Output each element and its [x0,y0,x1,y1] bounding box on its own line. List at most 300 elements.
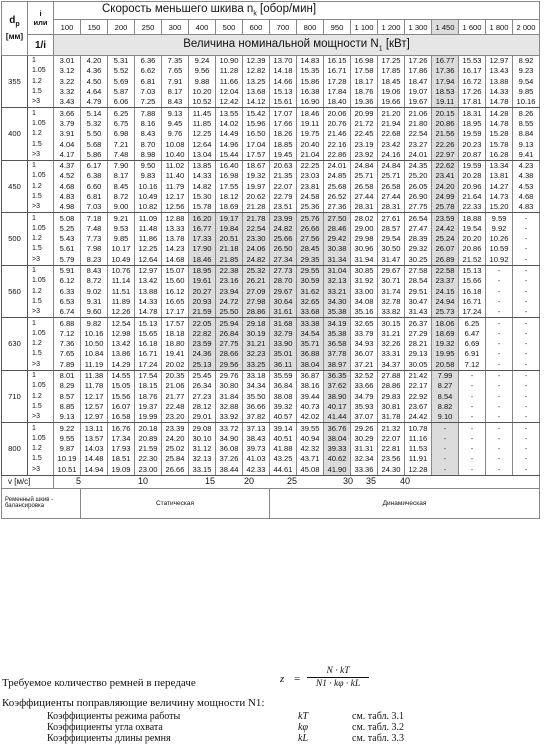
power-cell: 28.86 [378,381,405,391]
power-cell: 32.13 [189,454,216,464]
power-cell: 32.65 [351,318,378,329]
rpm-6: 500 [216,20,243,35]
power-cell: 16.15 [324,56,351,67]
power-cell: 3.22 [54,77,81,87]
power-cell: 29.56 [216,360,243,371]
power-cell: 4.68 [54,182,81,192]
power-cell: 17.90 [189,244,216,254]
power-cell: 30.25 [405,255,432,266]
formula-equals: = [294,673,301,685]
i-value: 1.2 [28,129,54,139]
speed-title [54,2,540,20]
power-cell: 40.51 [270,434,297,444]
power-cell: 14.33 [189,171,216,181]
power-cell: - [513,370,540,381]
power-cell: - [486,276,513,286]
power-cell: - [486,297,513,307]
power-cell: - [486,454,513,464]
power-cell: 23.42 [378,139,405,149]
power-cell: 16.07 [108,402,135,412]
power-cell: 19.06 [378,87,405,97]
power-cell: 14.28 [486,108,513,119]
power-cell: 16.17 [459,66,486,76]
power-cell: 29.26 [351,423,378,434]
power-cell: 34.37 [378,360,405,371]
power-cell: 23.37 [432,276,459,286]
power-cell: 12.97 [81,412,108,423]
power-cell: 9.45 [162,119,189,129]
power-cell: 21.46 [324,129,351,139]
power-cell: 6.06 [108,97,135,108]
power-cell: 21.72 [351,119,378,129]
dp-header-sub: p [15,20,20,28]
power-cell: 9.13 [162,108,189,119]
i-value: 1.05 [28,66,54,76]
power-cell: 11.45 [189,108,216,119]
power-cell: 8.72 [81,276,108,286]
i-value: 1.5 [28,454,54,464]
power-cell: - [513,297,540,307]
power-cell: 13.57 [81,434,108,444]
power-cell: - [513,255,540,266]
power-cell: 41.90 [324,465,351,476]
table-row [2,370,540,381]
power-cell: 22.92 [405,392,432,402]
power-cell: 22.07 [270,182,297,192]
belt-count-formula [280,665,370,695]
power-cell: 19.97 [243,182,270,192]
power-cell: 23.03 [297,171,324,181]
i-value: 1 [28,423,54,434]
power-cell: 18.67 [243,160,270,171]
power-cell: 13.33 [162,224,189,234]
power-cell: 12.54 [108,318,135,329]
power-cell: 12.17 [81,392,108,402]
dp-value-560: 560 [2,265,28,317]
table-row [2,160,540,171]
power-cell: 8.92 [513,56,540,67]
power-cell: 23.00 [135,465,162,476]
power-cell: 13.42 [135,276,162,286]
power-cell: 31.21 [378,329,405,339]
power-cell: 27.75 [405,202,432,213]
power-cell: 24.15 [432,287,459,297]
i-value: 1 [28,108,54,119]
power-cell: 13.81 [486,171,513,181]
power-cell: 12.97 [486,56,513,67]
power-cell: 21.04 [297,150,324,161]
power-cell: 30.15 [378,318,405,329]
power-cell: 17.57 [243,150,270,161]
power-cell: - [459,444,486,454]
power-cell: 9.92 [486,224,513,234]
velocity-tick-40: 40 [400,475,411,486]
power-cell: 13.78 [162,234,189,244]
power-cell: 14.27 [486,182,513,192]
i-value: >3 [28,412,54,423]
power-cell: 20.23 [459,139,486,149]
dp-header [2,2,28,56]
power-cell: 30.64 [270,297,297,307]
power-cell: 32.79 [270,329,297,339]
i-value: 1.5 [28,192,54,202]
power-cell: 7.48 [81,224,108,234]
power-cell: 14.78 [486,97,513,108]
power-cell: 25.73 [432,307,459,318]
rpm-7: 600 [243,20,270,35]
power-cell: 17.57 [162,318,189,329]
power-cell: 18.95 [459,119,486,129]
power-cell: 20.99 [351,108,378,119]
power-cell: 7.48 [108,150,135,161]
power-cell: 28.70 [270,276,297,286]
i-value: 1 [28,160,54,171]
power-cell: 8.70 [135,139,162,149]
power-cell: 28.31 [351,202,378,213]
power-cell: - [513,412,540,423]
power-cell: 9.83 [135,171,162,181]
power-cell: 22.48 [162,402,189,412]
power-cell: 13.04 [189,150,216,161]
power-cell: 39.44 [297,392,324,402]
power-cell: 13.86 [108,349,135,359]
power-cell: 6.81 [81,192,108,202]
power-cell: 43.25 [270,454,297,464]
power-cell: 17.36 [432,66,459,76]
power-cell: - [513,287,540,297]
power-cell: 22.58 [432,265,459,276]
power-cell: 27.44 [351,192,378,202]
power-cell: 7.88 [135,108,162,119]
power-cell: 39.14 [270,423,297,434]
power-cell: 16.98 [351,56,378,67]
power-cell: - [486,370,513,381]
power-cell: 34.79 [351,392,378,402]
power-cell: 27.98 [243,297,270,307]
power-cell: - [513,276,540,286]
power-cell: 41.88 [270,444,297,454]
power-cell: - [486,329,513,339]
power-cell: 13.85 [189,160,216,171]
power-cell: 22.38 [216,265,243,276]
power-cell: 18.06 [432,318,459,329]
power-cell: 35.38 [324,329,351,339]
i-value: 1.2 [28,392,54,402]
power-cell: - [513,244,540,254]
power-cell: 5.68 [81,139,108,149]
power-cell: 4.64 [81,87,108,97]
power-cell: 9.50 [135,160,162,171]
power-cell: 20.27 [189,287,216,297]
power-cell: 25.32 [243,265,270,276]
power-cell: 4.23 [513,160,540,171]
power-cell: 43.71 [297,454,324,464]
i-value: 1 [28,265,54,276]
power-cell: 9.88 [189,77,216,87]
rpm-13: 1 300 [405,20,432,35]
power-cell: 5.08 [54,213,81,224]
power-cell: 30.96 [351,244,378,254]
power-cell: 23.81 [297,182,324,192]
power-cell: 15.13 [270,87,297,97]
power-cell: 38.97 [324,360,351,371]
power-cell: 33.66 [351,381,378,391]
power-cell: 23.94 [216,287,243,297]
power-cell: 23.51 [270,202,297,213]
power-cell: 14.49 [216,129,243,139]
power-cell: 18.80 [162,339,189,349]
power-cell: 31.84 [216,392,243,402]
power-cell: 25.66 [270,234,297,244]
power-cell: 23.19 [351,139,378,149]
power-cell: 25.76 [297,213,324,224]
power-cell: 15.13 [459,265,486,276]
power-cell: 27.58 [405,265,432,276]
velocity-tick-20: 20 [244,475,255,486]
table-row [2,66,540,76]
power-cell: 10.49 [108,255,135,266]
power-cell: - [432,444,459,454]
power-cell: 16.90 [297,97,324,108]
table-row [2,444,540,454]
power-cell: 34.08 [351,297,378,307]
power-cell: 21.42 [405,370,432,381]
power-cell: 31.43 [405,307,432,318]
power-cell: 20.96 [459,182,486,192]
power-cell: 31.31 [351,444,378,454]
power-cell: 15.78 [189,202,216,213]
power-cell: 22.07 [378,434,405,444]
power-cell: 18.40 [324,97,351,108]
power-cell: 15.35 [297,66,324,76]
power-cell: 6.53 [54,297,81,307]
power-cell: 16.58 [108,412,135,423]
power-cell: 24.20 [162,434,189,444]
power-cell: 7.98 [81,244,108,254]
power-cell: 8.43 [81,265,108,276]
power-cell: 16.50 [243,129,270,139]
table-row [2,202,540,213]
power-cell: 5.87 [108,87,135,97]
rpm-0: 100 [54,20,81,35]
power-cell: 33.90 [270,339,297,349]
power-cell: 7.18 [81,213,108,224]
power-cell: 6.62 [135,66,162,76]
power-cell: - [486,423,513,434]
power-cell: 9.02 [81,287,108,297]
table-row [2,360,540,371]
power-cell: 27.09 [243,287,270,297]
velocity-tick-5: 5 [76,475,82,486]
power-cell: - [513,465,540,476]
i-value: 1.05 [28,329,54,339]
power-cell: 7.12 [459,360,486,371]
power-cell: 10.52 [189,97,216,108]
power-cell: 9.87 [54,444,81,454]
power-cell: - [459,465,486,476]
power-cell: 7.89 [54,360,81,371]
rpm-2: 200 [108,20,135,35]
power-cell: 36.08 [216,444,243,454]
power-cell: 22.17 [405,381,432,391]
power-cell: 21.59 [189,307,216,318]
power-cell: 35.93 [351,402,378,412]
power-cell: 26.34 [189,381,216,391]
power-cell: 20.86 [432,119,459,129]
power-cell: 12.39 [243,56,270,67]
power-cell: 23.67 [405,402,432,412]
power-cell: 26.21 [243,276,270,286]
power-cell: 11.14 [108,276,135,286]
power-cell: 10.16 [81,329,108,339]
power-cell: 32.34 [351,454,378,464]
power-cell: 19.59 [459,160,486,171]
power-cell: 29.55 [297,265,324,276]
power-cell: 23.30 [243,234,270,244]
power-cell: 23.59 [432,213,459,224]
power-cell: 30.19 [243,329,270,339]
power-cell: 23.27 [405,139,432,149]
power-cell: 4.20 [81,56,108,67]
power-cell: 8.16 [135,119,162,129]
power-cell: 20.93 [189,297,216,307]
power-cell: 3.66 [54,108,81,119]
power-cell: 36.76 [324,423,351,434]
correction-name: Коэффициенты угла охвата [47,722,163,733]
power-cell: 25.24 [432,234,459,244]
power-cell: 21.56 [432,129,459,139]
power-cell: 26.54 [405,213,432,224]
power-cell: 25.84 [162,454,189,464]
power-cell: 25.45 [189,370,216,381]
power-cell: 18.12 [216,192,243,202]
power-cell: 26.90 [405,192,432,202]
power-cell: 14.96 [216,139,243,149]
power-cell: 4.68 [513,192,540,202]
table-row [2,192,540,202]
power-cell: 7.12 [54,329,81,339]
power-cell: 14.29 [108,360,135,371]
power-cell: 8.01 [54,370,81,381]
power-cell: 35.59 [270,370,297,381]
category-static: Статическая [81,488,270,518]
power-cell: 26.84 [216,329,243,339]
power-cell: 38.08 [270,392,297,402]
power-cell: - [486,339,513,349]
i-value: 1 [28,370,54,381]
power-cell: 7.03 [81,202,108,213]
power-cell: 8.98 [135,150,162,161]
power-cell: 29.01 [189,412,216,423]
power-cell: 30.85 [351,265,378,276]
power-cell: 9.21 [108,213,135,224]
power-cell: - [432,465,459,476]
power-cell: 30.29 [351,434,378,444]
power-cell: 26.58 [378,182,405,192]
i-value: 1.5 [28,139,54,149]
power-cell: 19.45 [270,150,297,161]
power-cell: 28.45 [297,244,324,254]
power-cell: 18.47 [405,77,432,87]
power-cell: 21.78 [243,213,270,224]
power-cell: 5.52 [108,66,135,76]
power-cell: 22.33 [459,202,486,213]
power-cell: 14.48 [81,454,108,464]
table-row [2,329,540,339]
velocity-tick-25: 25 [287,475,298,486]
power-cell: 5.86 [81,150,108,161]
power-cell: 18.53 [432,87,459,97]
power-cell: 4.79 [81,97,108,108]
power-cell: 19.54 [459,224,486,234]
power-cell: 3.01 [54,56,81,67]
power-cell: 28.31 [378,202,405,213]
power-cell: 11.51 [108,287,135,297]
correction-name: Коэффициенты длины ремня [47,733,171,744]
power-cell: 26.58 [351,182,378,192]
power-cell: 41.03 [243,454,270,464]
power-cell: 9.24 [189,56,216,67]
power-cell: - [486,265,513,276]
power-cell: 32.26 [378,339,405,349]
power-cell: 30.47 [405,297,432,307]
rpm-17: 2 000 [513,20,540,35]
table-row [2,349,540,359]
dp-value-800: 800 [2,423,28,475]
power-cell: 17.84 [324,87,351,97]
power-cell: - [459,381,486,391]
table-row [2,454,540,464]
power-cell: 10.08 [162,139,189,149]
power-cell: 10.49 [135,192,162,202]
power-cell: 15.28 [486,129,513,139]
power-cell: - [486,360,513,371]
power-cell: 24.58 [297,192,324,202]
power-cell: 33.00 [351,287,378,297]
i-value: 1.5 [28,87,54,97]
power-cell: 6.47 [459,329,486,339]
power-cell: 28.66 [216,349,243,359]
velocity-row [2,475,540,488]
power-cell: 13.88 [135,287,162,297]
power-cell: 10.92 [486,255,513,266]
power-cell: - [486,412,513,423]
power-cell: 42.32 [297,444,324,454]
power-cell: 21.52 [459,255,486,266]
power-cell: 6.25 [108,108,135,119]
power-cell: 8.23 [81,255,108,266]
i-value: 1.5 [28,244,54,254]
power-cell: - [486,318,513,329]
power-cell: 20.35 [162,370,189,381]
power-cell: 10.26 [486,234,513,244]
power-cell: 10.40 [162,150,189,161]
table-row [2,297,540,307]
power-cell: 31.92 [351,276,378,286]
power-cell: 28.21 [405,339,432,349]
power-cell: 3.91 [54,129,81,139]
power-cell: 12.57 [81,402,108,412]
power-cell: 25.13 [189,360,216,371]
power-cell: 14.12 [243,97,270,108]
power-cell: - [513,402,540,412]
power-cell: 29.67 [270,287,297,297]
power-cell: 18.88 [459,213,486,224]
power-cell: 22.97 [432,150,459,161]
power-cell: 23.56 [378,454,405,464]
power-cell: 6.69 [459,339,486,349]
table-row [2,423,540,434]
